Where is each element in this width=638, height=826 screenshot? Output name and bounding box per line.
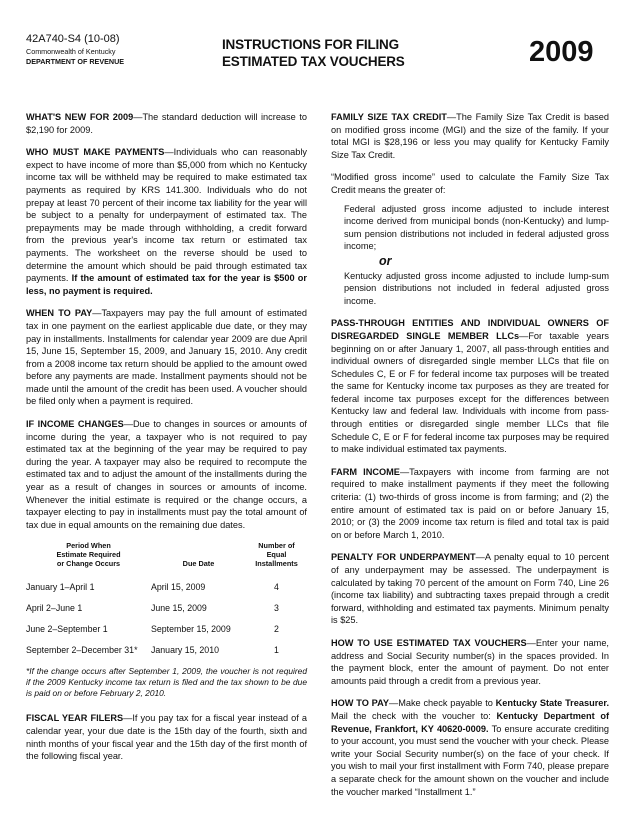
due-date-cell: June 15, 2009 — [151, 602, 207, 613]
farm-income-text: —Taxpayers with income from farming are not required to make installment payments if they meet the following criteria: (1) two-thirds of gross income is from farming; and (2) the entire amount of estimated tax is paid on or before January 15, 2010; or (3) the 2009 income tax return is filed and total tax is paid on or before March 1, 2010. — [331, 466, 609, 540]
or-separator: or — [379, 253, 392, 268]
family-size-heading: FAMILY SIZE TAX CREDIT — [331, 112, 447, 122]
who-must-pay-heading: WHO MUST MAKE PAYMENTS — [26, 147, 165, 158]
when-to-pay-section — [26, 307, 307, 408]
when-to-pay-heading: WHEN TO PAY — [26, 308, 93, 319]
tax-year: 2009 — [529, 36, 594, 68]
department-name: DEPARTMENT OF REVENUE — [26, 57, 125, 66]
how-to-use-section — [331, 637, 609, 687]
how-to-pay-text: To ensure accurate crediting to your account, you must send the voucher with your check. Please write your Social Security number(s) on the face of your check. If you wish to mail your first installment with Form 740, please prepare a separate check for the amount shown on the voucher and include the voucher marked “Installment 1.” — [331, 723, 609, 797]
fiscal-year-heading: FISCAL YEAR FILERS — [26, 713, 124, 724]
how-to-pay-heading: HOW TO PAY — [331, 698, 389, 709]
installments-cell: 1 — [274, 644, 279, 655]
family-size-text: —The Family Size Tax Credit is based on modified gross income (MGI) and the size of the family. If your total MGI is $28,196 or less you may qualify for Kentucky Family Size Tax Credit. — [331, 112, 609, 160]
when-to-pay-text: —Taxpayers may pay the full amount of estimated tax in one payment on the earliest applicable due date, or they may pay in installments. Installments for calendar year 2009 are due April 15, June 15, September 15, 2009, and January 15, 2010. Any credit from a 2008 income tax return should be applied to the amount owed before any payments are made. Installment payments should not be made until the amount of the credit has been used. A voucher should be filed only when a payment is required. — [26, 308, 307, 407]
who-must-pay-bold-text: If the amount of estimated tax for the year is $500 or less, no payment is required. — [26, 273, 307, 296]
right-column — [331, 111, 609, 808]
col-period-header-line: or Change Occurs — [56, 559, 121, 569]
farm-income-section — [331, 466, 609, 542]
income-changes-text: —Due to changes in sources or amounts of income during the year, a taxpayer who is not required to pay estimated tax at the beginning of the year may be required to pay during the year. A taxpayer may also be required to recompute the estimated tax and to adjust the amount of the installments during the year as a result of changes in sources or amounts of income. Whenever the initial estimate is required or the change occurs, a taxpayer electing to pay in installments must pay the total amount of tax due in equal amounts on the remaining due dates. — [26, 419, 307, 530]
period-cell: June 2–September 1 — [26, 623, 108, 634]
who-must-pay-section — [26, 146, 307, 297]
col-installments-header-line: Number of — [258, 541, 295, 551]
period-cell: January 1–April 1 — [26, 581, 95, 592]
col-due-date-header: Due Date — [182, 559, 215, 569]
left-column — [26, 111, 307, 773]
payee-name: Kentucky State Treasurer. — [495, 698, 610, 709]
form-number: 42A740-S4 (10-08) — [26, 33, 120, 45]
period-cell: April 2–June 1 — [26, 602, 83, 613]
penalty-text: —A penalty equal to 10 percent of any underpayment may be assessed. The underpayment is calculated by taking 70 percent of the amount on Form 740, Line 26 (income tax liability) and subtracting taxes prepaid through a credit forward, withholding and estimated tax payments. Minimum penalty is $25. — [331, 552, 610, 626]
title-line-2: ESTIMATED TAX VOUCHERS — [222, 54, 405, 69]
family-size-section — [331, 111, 609, 161]
income-changes-heading: IF INCOME CHANGES — [26, 419, 124, 430]
installments-cell: 3 — [274, 602, 279, 613]
fiscal-year-text: —If you pay tax for a fiscal year instead of a calendar year, your due date is the 15th day of the fourth, sixth and ninth months of your fiscal year and the 15th day of the first month of the following fiscal year. — [26, 713, 307, 762]
col-installments-header — [246, 541, 307, 576]
pass-through-heading: PASS-THROUGH ENTITIES AND INDIVIDUAL OWNERS OF DISREGARDED SINGLE MEMBER LLCs — [331, 318, 609, 341]
how-to-use-heading: HOW TO USE ESTIMATED TAX VOUCHERS — [331, 637, 527, 648]
table-row — [26, 618, 307, 639]
installment-table — [26, 541, 307, 660]
due-date-cell: January 15, 2010 — [151, 644, 219, 655]
fiscal-year-section — [26, 712, 307, 762]
col-period-header-line: Estimate Required — [56, 550, 121, 560]
who-must-pay-text: —Individuals who can reasonably expect to have income of more than $5,000 from which no Kentucky income tax will be withheld may be required to make estimated tax payments as required by KRS 141.300. Individuals who do not prepay at least 70 percent of their income tax liability for the year will be subject to a penalty for underpayment of estimated tax. The prepayments may be made through withholding, a credit forward from the previous year's income tax return or estimated tax payments. The worksheet on the reverse should be used to determine the amount which should be paid through estimated tax payments. — [26, 147, 307, 284]
title-line-1: INSTRUCTIONS FOR FILING — [222, 37, 399, 52]
how-to-pay-section — [331, 697, 609, 798]
mgi-intro: “Modified gross income” used to calculate the Family Size Tax Credit means the greater of: — [331, 172, 609, 195]
due-date-cell: September 15, 2009 — [151, 623, 231, 634]
pass-through-text: —For taxable years beginning on or after January 1, 2007, all pass-through entities and individual owners of disregarded single member LLCs that file on Schedules C, E or F for federal income tax purposes will be treated the same for Kentucky income tax purposes as they are treated for federal income tax purposes except for the differences between Kentucky law and federal law. Individuals with income from pass-through entities or disregarded single member LLCs that file Schedule C, E or F for federal income tax purposes may be required to make individual estimated tax payments. — [331, 330, 609, 455]
mailing-address: Kentucky Department of Revenue, Frankfort, KY 40620-0009. — [331, 710, 610, 734]
how-to-use-text: —Enter your name, address and Social Security number(s) in the spaces provided. In the payment block, enter the amount of payment. Do not enter amounts paid through a credit from a previous year. — [331, 637, 609, 686]
due-date-cell: April 15, 2009 — [151, 581, 206, 592]
penalty-section — [331, 551, 609, 627]
mgi-option-kentucky: Kentucky adjusted gross income adjusted to include lump-sum pension distributions not included in federal adjusted gross income. — [344, 270, 609, 306]
mgi-option-federal: Federal adjusted gross income adjusted to include interest income derived from municipal bonds (non-Kentucky) and lump-sum pension distributions not included in federal adjusted gross income; — [344, 203, 609, 252]
penalty-heading: PENALTY FOR UNDERPAYMENT — [331, 552, 476, 563]
installments-cell: 2 — [274, 623, 279, 634]
table-row — [26, 639, 307, 660]
table-footnote: *If the change occurs after September 1, 2009, the voucher is not required if the 2009 Kentucky income tax return is filed and the tax shown to be due is paid on or before February 2, 2010. — [26, 666, 307, 699]
table-row — [26, 576, 307, 597]
table-row — [26, 597, 307, 618]
farm-income-heading: FARM INCOME — [331, 466, 400, 477]
agency-name: Commonwealth of Kentucky — [26, 47, 116, 56]
col-period-header-line: Period When — [66, 541, 111, 551]
how-to-pay-text: —Make check payable to — [389, 698, 496, 709]
whats-new-heading: WHAT'S NEW FOR 2009 — [26, 112, 134, 122]
col-period-header — [26, 541, 151, 576]
document-title — [222, 36, 405, 70]
col-installments-header-line: Equal Installments — [255, 550, 298, 569]
how-to-pay-text: Mail the check with the voucher to: — [331, 710, 497, 721]
pass-through-section — [331, 317, 609, 456]
whats-new-section — [26, 111, 307, 136]
period-cell: September 2–December 31* — [26, 644, 138, 655]
whats-new-text: —The standard deduction will increase to $2,190 for 2009. — [26, 112, 308, 135]
table-header-row — [26, 541, 307, 576]
installments-cell: 4 — [274, 581, 279, 592]
income-changes-section — [26, 418, 307, 531]
